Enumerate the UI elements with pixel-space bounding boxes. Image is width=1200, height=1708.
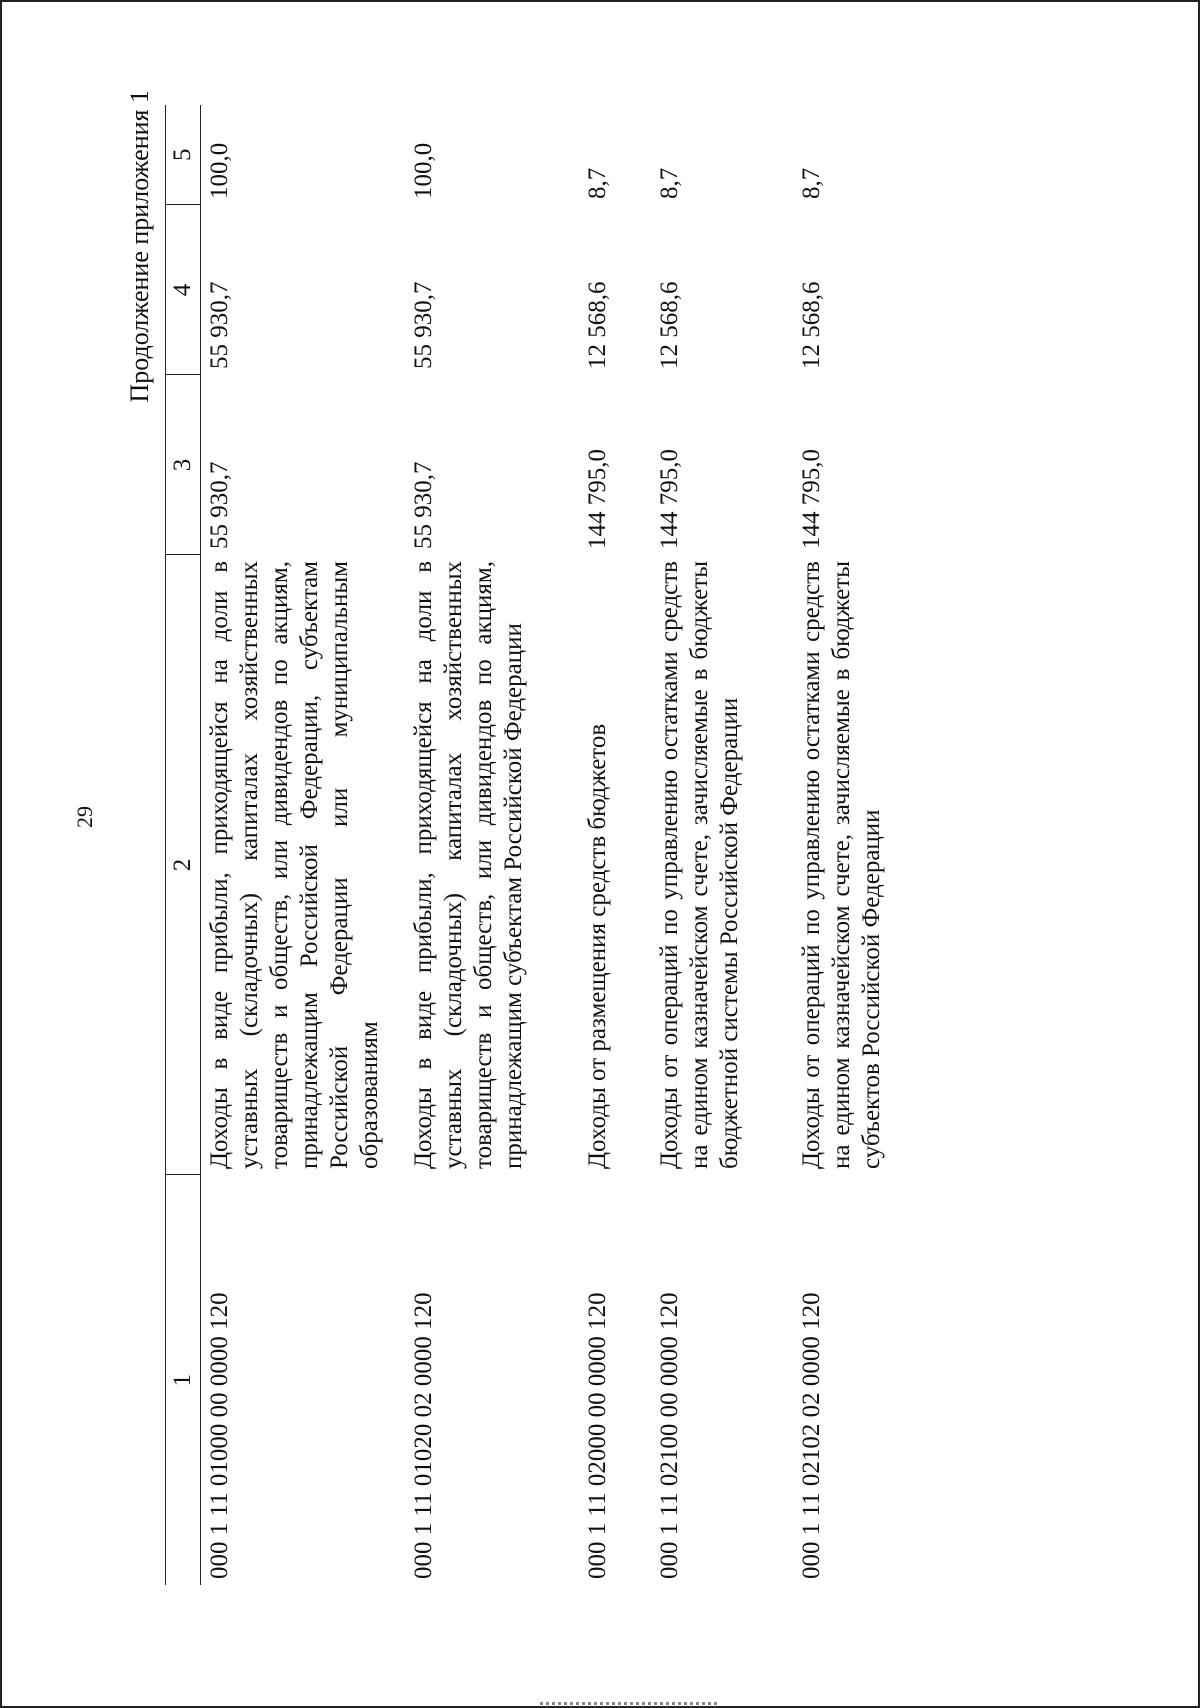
scan-artifact — [540, 1702, 720, 1705]
page-number: 29 — [72, 806, 97, 828]
row-col5: 8,7 — [798, 167, 825, 199]
table-row — [405, 105, 579, 1585]
row-code: 000 1 11 01000 00 0000 120 — [206, 1292, 233, 1579]
row-col3: 55 930,7 — [206, 461, 233, 549]
revenue-table — [165, 105, 907, 1585]
row-col3: 55 930,7 — [410, 461, 437, 549]
table-row — [651, 105, 793, 1585]
row-col3: 144 795,0 — [584, 449, 611, 549]
row-code: 000 1 11 02000 00 0000 120 — [584, 1292, 611, 1579]
rotated-page-content — [125, 25, 995, 1675]
row-col5: 100,0 — [410, 142, 437, 199]
header-col-1: 1 — [166, 1175, 201, 1585]
row-col3: 144 795,0 — [656, 449, 683, 549]
row-col4: 55 930,7 — [206, 281, 233, 369]
table-row — [793, 105, 907, 1585]
row-code: 000 1 11 02100 00 0000 120 — [656, 1292, 683, 1579]
table-row — [579, 105, 651, 1585]
row-col3: 144 795,0 — [798, 449, 825, 549]
row-col5: 100,0 — [206, 142, 233, 199]
row-name: Доходы в виде прибыли, приходящейся на доли в уставных (складочных) капиталах хозяйственных товариществ и обществ, или дивидендов по акциям, принадлежащим субъектам Российской Федерации — [410, 561, 527, 1169]
table-row — [201, 105, 406, 1585]
row-col5: 8,7 — [656, 167, 683, 199]
row-col4: 12 568,6 — [798, 281, 825, 369]
row-col5: 8,7 — [584, 167, 611, 199]
row-code: 000 1 11 01020 02 0000 120 — [410, 1292, 437, 1579]
row-name: Доходы от операций по управлению остатками средств на едином казначейском счете, зачисляемые в бюджеты субъектов Российской Федерации — [798, 561, 885, 1169]
row-col4: 55 930,7 — [410, 281, 437, 369]
row-col4: 12 568,6 — [656, 281, 683, 369]
row-code: 000 1 11 02102 02 0000 120 — [798, 1292, 825, 1579]
row-col4: 12 568,6 — [584, 281, 611, 369]
table-header-row — [166, 105, 201, 1585]
row-name: Доходы от размещения средств бюджетов — [584, 723, 611, 1169]
header-col-5: 5 — [166, 105, 201, 205]
header-col-2: 2 — [166, 555, 201, 1175]
header-col-3: 3 — [166, 375, 201, 555]
row-name: Доходы в виде прибыли, приходящейся на доли в уставных (складочных) капиталах хозяйственных товариществ и обществ, или дивидендов по акциям, принадлежащим Российской Федерации, субъектам Российской Федерации или муниципальным образованиям — [206, 561, 383, 1169]
table-caption: Продолжение приложения 1 — [125, 90, 154, 403]
row-name: Доходы от операций по управлению остатками средств на едином казначейском счете, зачисляемые в бюджеты бюджетной системы Российской Федерации — [656, 561, 743, 1169]
header-col-4: 4 — [166, 205, 201, 375]
